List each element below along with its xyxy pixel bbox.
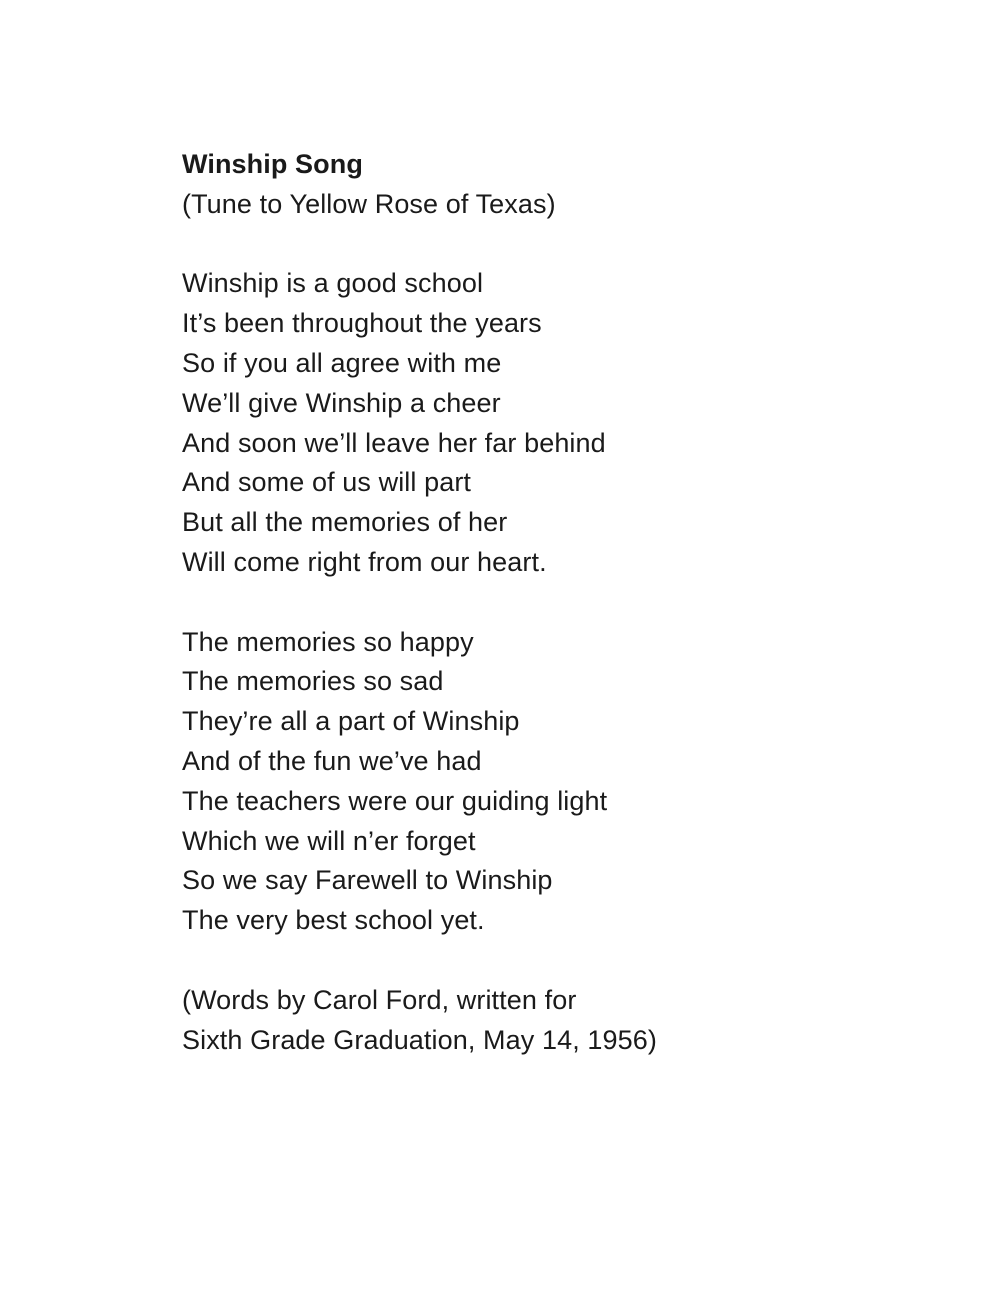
stanza-gap: [182, 583, 882, 623]
stanza-gap: [182, 941, 882, 981]
verse-1: [182, 264, 882, 582]
verse-line: And of the fun we’ve had: [182, 745, 482, 776]
verse-2: [182, 623, 882, 941]
stanza-gap: [182, 225, 882, 265]
verse-line: They’re all a part of Winship: [182, 706, 520, 737]
verse-line: The very best school yet.: [182, 905, 485, 936]
song-title: Winship Song: [182, 149, 363, 179]
verse-line: So we say Farewell to Winship: [182, 865, 553, 896]
verse-line: Which we will n’er forget: [182, 825, 476, 856]
song-subtitle: (Tune to Yellow Rose of Texas): [182, 188, 556, 219]
credit: [182, 981, 882, 1061]
song-text: [182, 145, 882, 1060]
verse-line: The memories so sad: [182, 666, 444, 697]
verse-line: Winship is a good school: [182, 268, 484, 299]
verse-line: Will come right from our heart.: [182, 546, 547, 577]
verse-line: So if you all agree with me: [182, 347, 502, 378]
verse-line: It’s been throughout the years: [182, 308, 542, 339]
credit-line: (Words by Carol Ford, written for: [182, 984, 577, 1015]
verse-line: But all the memories of her: [182, 507, 508, 538]
verse-line: And soon we’ll leave her far behind: [182, 427, 606, 458]
verse-line: We’ll give Winship a cheer: [182, 387, 501, 418]
credit-line: Sixth Grade Graduation, May 14, 1956): [182, 1024, 657, 1055]
verse-line: The memories so happy: [182, 626, 474, 657]
verse-line: And some of us will part: [182, 467, 472, 498]
verse-line: The teachers were our guiding light: [182, 785, 608, 816]
